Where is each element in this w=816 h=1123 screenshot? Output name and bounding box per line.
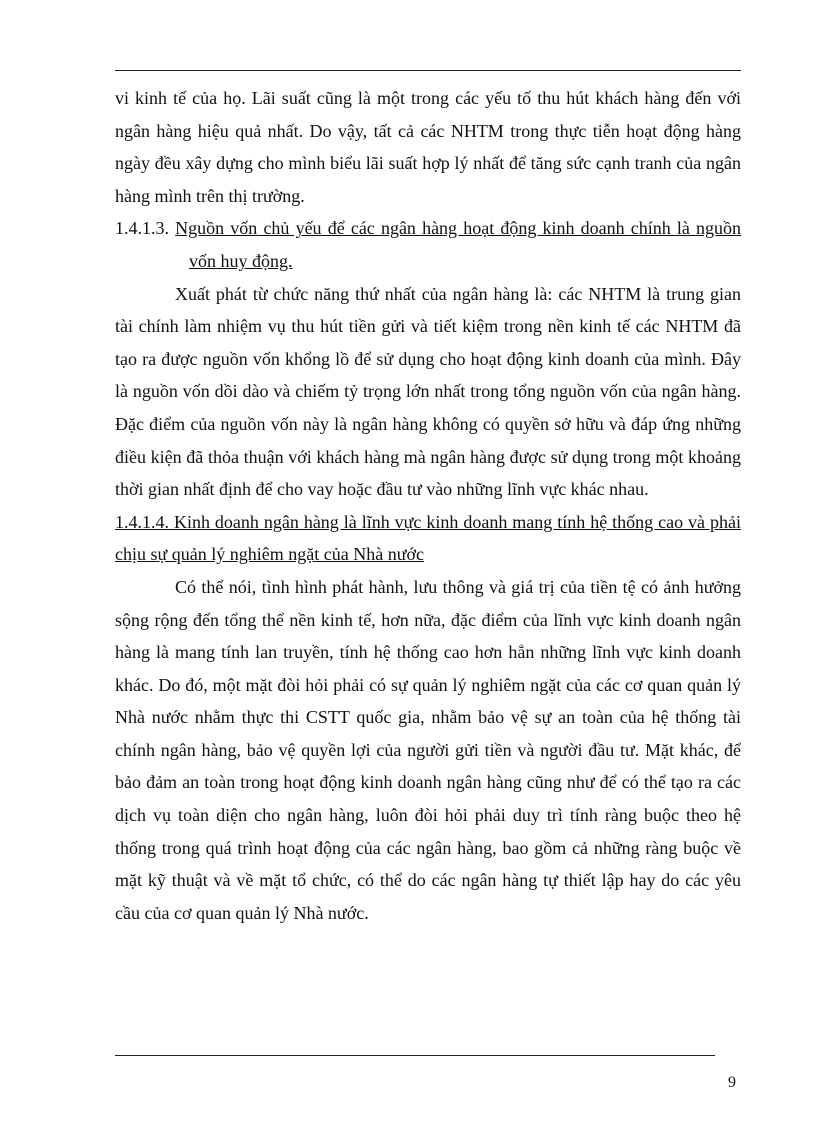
section-title: 1.4.1.4. Kinh doanh ngân hàng là lĩnh vực kinh doanh mang tính hệ thống cao và phải chịu sự quản lý nghiêm ngặt của Nhà nước bbox=[115, 511, 741, 565]
section-heading-1-4-1-3 bbox=[115, 212, 741, 277]
section-number: 1.4.1.3. bbox=[115, 218, 169, 239]
paragraph-state-regulation: Có thể nói, tình hình phát hành, lưu thông và giá trị của tiền tệ có ảnh hưởng sộng rộng đến tổng thể nền kinh tế, hơn nữa, đặc điểm của lĩnh vực kinh doanh ngân hàng là mang tính lan truyền, tính hệ thống cao hơn hẳn những lĩnh vực kinh doanh khác. Do đó, một mặt đòi hỏi phải có sự quản lý nghiêm ngặt của các cơ quan quản lý Nhà nước nhằm thực thi CSTT quốc gia, nhằm bảo vệ sự an toàn của hệ thống tài chính ngân hàng, bảo vệ quyền lợi của người gửi tiền và người đầu tư. Mặt khác, để bảo đảm an toàn trong hoạt động kinh doanh ngân hàng cũng như để có thể tạo ra các dịch vụ toàn diện cho ngân hàng, luôn đòi hỏi phải duy trì tính ràng buộc theo hệ thống trong quá trình hoạt động của các ngân hàng, bao gồm cả những ràng buộc về mặt kỹ thuật và về mặt tổ chức, có thể do các ngân hàng tự thiết lập hay do các yêu cầu của cơ quan quản lý Nhà nước. bbox=[115, 576, 741, 923]
footer-rule bbox=[115, 1055, 715, 1056]
paragraph-continued: vi kinh tế của họ. Lãi suất cũng là một trong các yếu tố thu hút khách hàng đến với ngân hàng hiệu quả nhất. Do vậy, tất cả các NHTM trong thực tiễn hoạt động hàng ngày đều xây dựng cho mình biểu lãi suất hợp lý nhất để tăng sức cạnh tranh của ngân hàng mình trên thị trường. bbox=[115, 88, 741, 206]
header-rule bbox=[115, 70, 741, 71]
paragraph-funding-source: Xuất phát từ chức năng thứ nhất của ngân hàng là: các NHTM là trung gian tài chính làm nhiệm vụ thu hút tiền gửi và tiết kiệm trong nền kinh tế các NHTM đã tạo ra được nguồn vốn khổng lồ để sử dụng cho hoạt động kinh doanh của mình. Đây là nguồn vốn dồi dào và chiếm tỷ trọng lớn nhất trong tổng nguồn vốn của ngân hàng. Đặc điểm của nguồn vốn này là ngân hàng không có quyền sở hữu và đáp ứng những điều kiện đã thỏa thuận với khách hàng mà ngân hàng được sử dụng trong một khoảng thời gian nhất định để cho vay hoặc đầu tư vào những lĩnh vực khác nhau. bbox=[115, 283, 741, 500]
section-title: Nguồn vốn chủ yếu để các ngân hàng hoạt động kinh doanh chính là nguồn vốn huy động. bbox=[175, 218, 742, 271]
section-heading-1-4-1-4 bbox=[115, 506, 741, 571]
page-number: 9 bbox=[728, 1074, 736, 1091]
document-body bbox=[115, 82, 741, 929]
